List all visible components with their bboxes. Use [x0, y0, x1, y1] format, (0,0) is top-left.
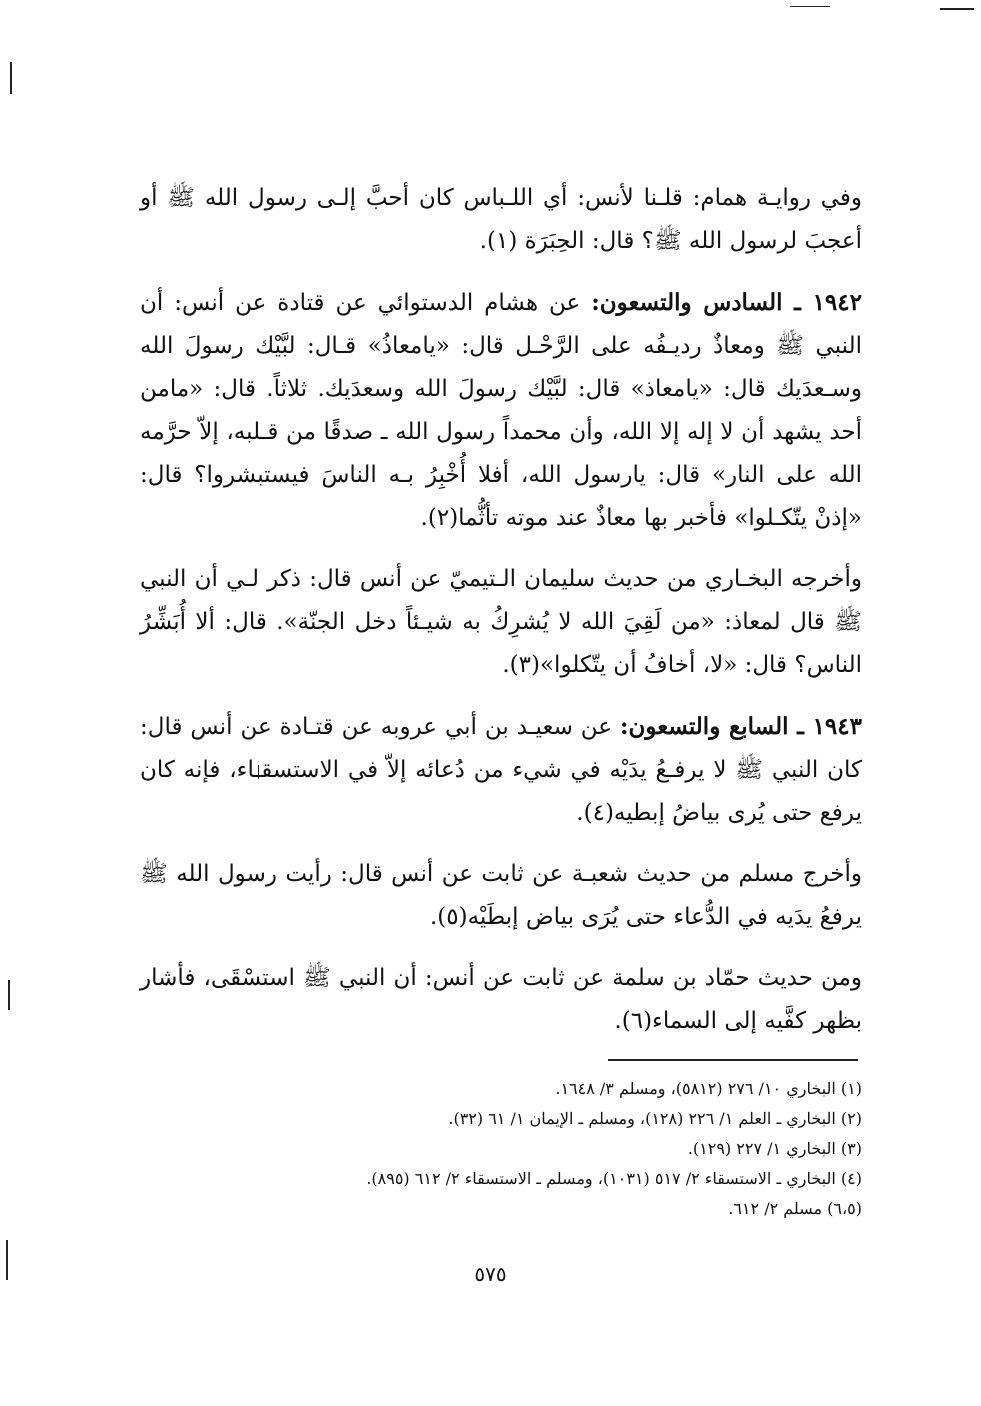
paragraph-text: وأخرجه البخـاري من حديث سليمان الـتيميّ عن أنس قال: ذكر لـي أن النبي ﷺ قال لمعاذ: «من لَقِيَ الله لا يُشرِكُ به شيـئاً دخل الجنّة». قال: ألا أُبَشِّرُ الناس؟ قال: «لا، أخافُ أن يتّكلوا»(٣). [140, 566, 862, 678]
hadith-separator: ـ [782, 289, 813, 316]
footnote: (٣) البخاري ١/ ٢٢٧ (١٢٩). [687, 1139, 862, 1158]
paragraph [140, 853, 862, 939]
paragraph-text: عن سعيـد بن أبي عروبه عن قتـادة عن أنس قال: كان النبي ﷺ لا يرفـعُ يدَيْه في شيء من دُعائه إلاّ في الاستسقـاء، فإنه كان يرفع حتى يُرى بياضُ إبطيه(٤). [140, 714, 862, 826]
footnote: (٢) البخاري ـ العلم ١/ ٢٢٦ (١٢٨)، ومسلم ـ الإيمان ١/ ٦١ (٣٢). [448, 1109, 862, 1128]
paragraph [140, 957, 862, 1043]
hadith-separator: ـ [788, 713, 813, 740]
page-number: ٥٧٥ [474, 1262, 507, 1286]
hadith-title: السابع والتسعون: [619, 713, 789, 740]
main-text [140, 177, 862, 1043]
paragraph-text: وفي روايـة همام: قلـنا لأنس: أي اللـباس كان أحبَّ إلـى رسول الله ﷺ أو أعجبَ لرسول الله ﷺ؟ قال: الحِبَرَة (١). [140, 185, 862, 254]
paragraph [140, 558, 862, 687]
hadith-title: السادس والتسعون: [591, 289, 783, 316]
footnote: (٦،٥) مسلم ٢/ ٦١٢. [728, 1199, 862, 1218]
footnote-separator [608, 1059, 858, 1061]
paragraph-text: عن هشام الدستوائي عن قتادة عن أنس: أن النبي ﷺ ومعاذٌ رديـفُه على الرَّحْـل قال: «يامعاذُ» قـال: لبَّيْك رسولَ الله وسـعدَيك قال: «يامعاذ» قال: لبَّيْك رسولَ الله وسعدَيك. ثلاثاً. قال: «مامن أحد يشهد أن لا إله إلا الله، وأن محمداً رسول الله ـ صدقًا من قـلبه، إلاّ حرَّمه الله على النار» قال: يارسول الله، أفلا أُخْبِرُ بـه الناسَ فيستبشروا؟ قال: «إذنْ يتّكـلوا» فأخبر بها معاذٌ عند موته تأثُّما(٢). [140, 290, 862, 531]
hadith-entry-1942 [140, 281, 862, 540]
hadith-entry-1943 [140, 705, 862, 835]
scan-edge-mark [790, 6, 830, 7]
footnote: (٤) البخاري ـ الاستسقاء ٢/ ٥١٧ (١٠٣١)، ومسلم ـ الاستسقاء ٢/ ٦١٢ (٨٩٥). [366, 1169, 862, 1188]
scan-edge-mark [10, 62, 12, 94]
scan-edge-mark [940, 8, 974, 10]
paragraph-text: وأخرج مسلم من حديث شعبـة عن ثابت عن أنس قال: رأيت رسول الله ﷺ يرفعُ يدَيه في الدُّعاء حتى يُرَى بياض إبطَيْه(٥). [140, 861, 862, 930]
paragraph-text: ومن حديث حمّاد بن سلمة عن ثابت عن أنس: أن النبي ﷺ استسْقَى، فأشار بظهر كفَّيه إلى السماء(٦). [140, 965, 862, 1034]
hadith-number: ١٩٤٢ [812, 289, 862, 316]
paragraph [140, 177, 862, 263]
hadith-number: ١٩٤٣ [812, 713, 862, 740]
footnote: (١) البخاري ١٠/ ٢٧٦ (٥٨١٢)، ومسلم ٣/ ١٦٤٨. [555, 1079, 862, 1098]
footnotes [300, 1074, 862, 1224]
scan-edge-mark [8, 980, 10, 1010]
